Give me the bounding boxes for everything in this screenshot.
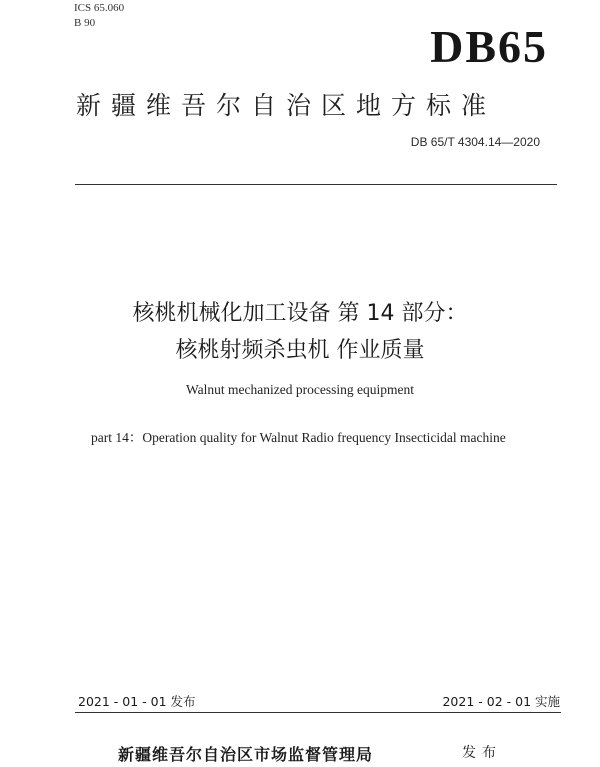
title-chinese-line-2: 核桃射频杀虫机 作业质量: [175, 338, 425, 363]
standard-number: DB 65/T 4304.14—2020: [410, 135, 540, 149]
title-english-line-1: Walnut mechanized processing equipment: [186, 382, 414, 397]
title-english-line-2: part 14：Operation quality for Walnut Radio frequency Insecticidal machine: [91, 430, 506, 445]
publish-date: 2021 - 01 - 01 发布: [78, 694, 196, 709]
top-divider: [75, 184, 557, 185]
implement-date: 2021 - 02 - 01 实施: [442, 694, 560, 709]
standard-logo: DB65: [430, 21, 548, 72]
ccs-code: B 90: [74, 17, 96, 29]
ics-code: ICS 65.060: [74, 2, 125, 14]
title-chinese-line-1: 核桃机械化加工设备 第 14 部分：: [132, 301, 468, 326]
standard-type: 新疆维吾尔自治区地方标准: [76, 91, 497, 120]
issuing-authority: 新疆维吾尔自治区市场监督管理局: [118, 745, 374, 764]
issue-label: 发布: [462, 745, 502, 761]
bottom-divider: [75, 712, 561, 713]
